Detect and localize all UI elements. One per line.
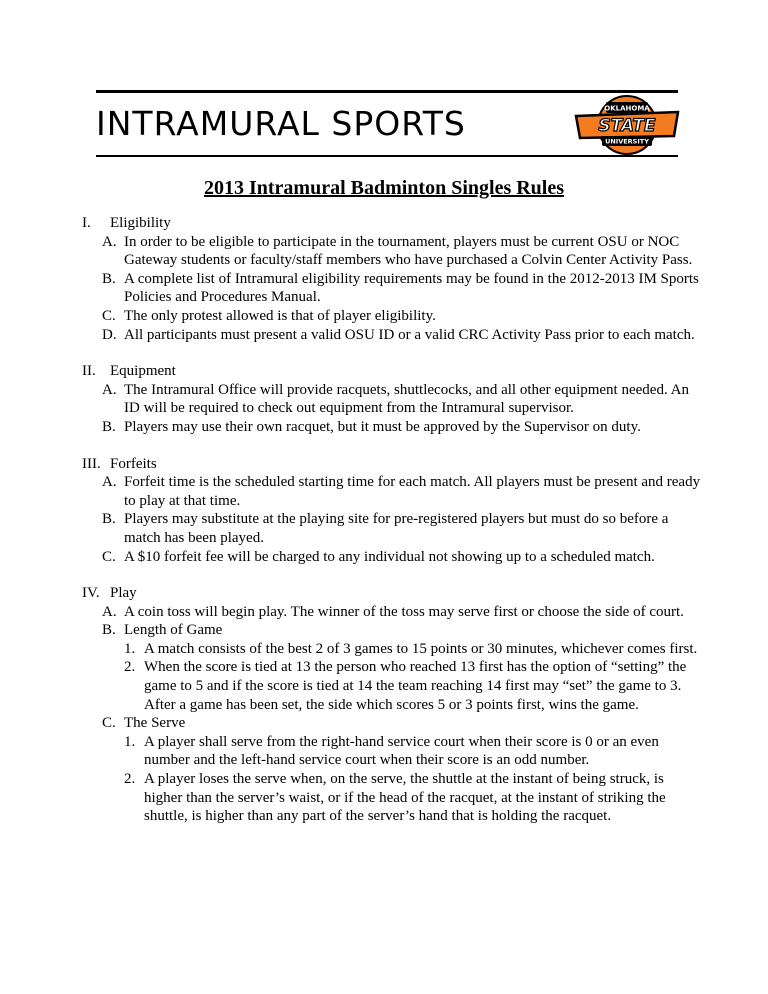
document-body <box>82 214 702 844</box>
rule-label: C. <box>102 548 116 565</box>
sub-rule-item <box>124 640 702 659</box>
section-number: IV. <box>82 585 100 602</box>
sub-items <box>124 640 702 714</box>
sub-items <box>124 733 702 826</box>
rule-text: A complete list of Intramural eligibility requirements may be found in the 2012-2013 IM Sports Policies and Procedures Manual. <box>124 270 699 306</box>
sub-rule-item <box>124 733 702 770</box>
rules-section <box>82 455 702 567</box>
sub-rule-label: 1. <box>124 733 136 750</box>
rule-label: A. <box>102 233 117 250</box>
sub-rule-label: 2. <box>124 771 136 788</box>
header-top-rule <box>96 90 678 93</box>
document-title: 2013 Intramural Badminton Singles Rules <box>203 177 565 199</box>
section-heading <box>82 362 702 381</box>
sub-rule-item <box>124 770 702 826</box>
rule-item <box>102 270 702 307</box>
section-title: Equipment <box>110 363 176 380</box>
sub-rule-label: 1. <box>124 640 136 657</box>
section-items <box>102 473 702 566</box>
rule-label: B. <box>102 418 116 435</box>
rule-item <box>102 510 702 547</box>
section-number: I. <box>82 215 91 231</box>
brand-title: INTRAMURAL SPORTS <box>96 104 466 143</box>
rule-text: The Serve <box>124 715 186 732</box>
logo-bottom-text: UNIVERSITY <box>605 137 649 146</box>
sub-rule-label: 2. <box>124 659 136 676</box>
rule-label: C. <box>102 715 116 732</box>
page-header <box>96 90 678 160</box>
rule-label: A. <box>102 474 117 491</box>
rule-item <box>102 418 702 437</box>
sub-rule-text: A player loses the serve when, on the serve, the shuttle at the instant of being struck, is higher than the server’s waist, or if the head of the racquet, at the instant of striking the shuttle, is higher than any part of the server’s hand that is holding the racquet. <box>144 771 666 825</box>
rule-item <box>102 603 702 622</box>
rule-text: In order to be eligible to participate in the tournament, players must be current OSU or NOC Gateway students or faculty/staff members who have purchased a Colvin Center Activity Pass. <box>124 233 693 269</box>
rule-text: The only protest allowed is that of player eligibility. <box>124 307 436 324</box>
rule-item <box>102 473 702 510</box>
rules-section <box>82 362 702 436</box>
rule-label: B. <box>102 270 116 287</box>
rule-label: A. <box>102 381 117 398</box>
rule-label: A. <box>102 603 117 620</box>
rule-item <box>102 621 702 640</box>
rule-text: Players may use their own racquet, but it must be approved by the Supervisor on duty. <box>124 418 641 435</box>
rule-text: Forfeit time is the scheduled starting time for each match. All players must be present and ready to play at that time. <box>124 474 701 509</box>
rule-text: Length of Game <box>124 622 223 639</box>
section-number: III. <box>82 455 101 472</box>
sub-rule-text: A match consists of the best 2 of 3 games to 15 points or 30 minutes, whichever comes first. <box>144 640 698 657</box>
logo-main-text: STATE <box>598 116 656 136</box>
section-items <box>102 381 702 437</box>
header-bottom-rule <box>96 155 678 157</box>
section-title: Eligibility <box>110 215 171 231</box>
rule-item <box>102 548 702 567</box>
rule-text: A $10 forfeit fee will be charged to any individual not showing up to a scheduled match. <box>124 548 655 565</box>
osu-logo <box>574 94 680 156</box>
rule-label: B. <box>102 622 116 639</box>
rule-item <box>102 233 702 270</box>
rule-label: D. <box>102 326 117 343</box>
section-title: Play <box>110 585 137 602</box>
rule-text: The Intramural Office will provide racquets, shuttlecocks, and all other equipment needed. An ID will be required to check out equipment from the Intramural supervisor. <box>124 381 689 417</box>
sub-rule-text: When the score is tied at 13 the person who reached 13 first has the option of “setting” the game to 5 and if the score is tied at 14 the team reaching 14 first may “set” the game to 3. After a game has been set, the side which scores 5 or 3 points first, wins the game. <box>144 659 687 713</box>
sub-rule-item <box>124 658 702 714</box>
section-number: II. <box>82 363 96 380</box>
sub-rule-text: A player shall serve from the right-hand service court when their score is 0 or an even number and the left-hand service court when their score is an odd number. <box>144 733 659 769</box>
section-title: Forfeits <box>110 455 157 472</box>
rule-item <box>102 307 702 326</box>
section-heading <box>82 214 702 233</box>
rule-text: All participants must present a valid OSU ID or a valid CRC Activity Pass prior to each match. <box>124 326 695 343</box>
rule-item <box>102 326 702 345</box>
section-heading <box>82 584 702 603</box>
logo-top-text: OKLAHOMA <box>604 104 650 113</box>
rule-label: C. <box>102 307 116 324</box>
rule-item <box>102 381 702 418</box>
rule-text: A coin toss will begin play. The winner of the toss may serve first or choose the side of court. <box>124 603 684 620</box>
rule-label: B. <box>102 511 116 528</box>
section-items <box>102 233 702 345</box>
rule-item <box>102 714 702 733</box>
section-items <box>102 603 702 826</box>
rule-text: Players may substitute at the playing site for pre-registered players but must do so before a match has been played. <box>124 511 669 546</box>
section-heading <box>82 455 702 474</box>
rules-section <box>82 584 702 826</box>
rules-section <box>82 214 702 344</box>
